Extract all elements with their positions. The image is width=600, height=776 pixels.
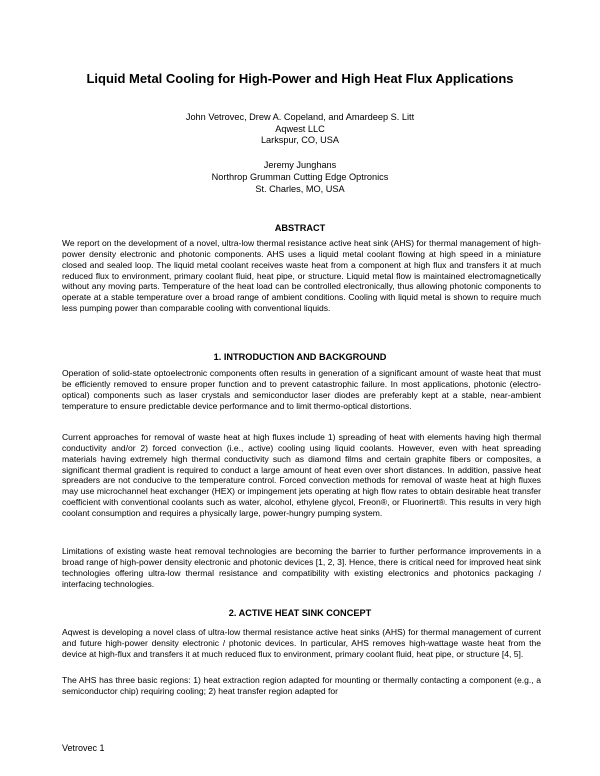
affiliation-1: Aqwest LLC: [275, 124, 325, 134]
page-footer: Vetrovec 1: [62, 743, 105, 753]
section-2-heading: 2. ACTIVE HEAT SINK CONCEPT: [228, 608, 372, 618]
location-2: St. Charles, MO, USA: [255, 184, 345, 194]
section-2-paragraph-2: The AHS has three basic regions: 1) heat extraction region adapted for mounting or thermally contacting a component (e.g., a semiconductor chip) requiring cooling; 2) heat transfer region adapted for: [62, 675, 541, 696]
section-1-paragraph-3: Limitations of existing waste heat removal technologies are becoming the barrier to further performance improvements in a broad range of high-power density electronic and photonic devices [1, 2, 3]. Hence, there is critical need for improved heat sink technologies offering ultra-low thermal resistance and compatibility with existing electronics and photonics packaging / interfacing technologies.: [62, 546, 541, 589]
section-1-paragraph-2: Current approaches for removal of waste heat at high fluxes include 1) spreading of heat with elements having high thermal conductivity and/or 2) forced convection (i.e., active) cooling using liquid coolants. However, even with heat spreading materials having extremely high thermal conductivity such as diamond films and certain graphite fibers or composites, a significant thermal gradient is required to conduct a large amount of heat even over short distances. In addition, passive heat spreaders are not conducive to the temperature control. Forced convection methods for removal of waste heat at high fluxes may use microchannel heat exchanger (HEX) or impingement jets operating at high flow rates to obtain desirable heat transfer coefficient with conventional coolants such as water, alcohol, ethylene glycol, Freon®, or Fluorinert®. This results in very high coolant consumption and requires a physically large, power-hungry pumping system.: [62, 432, 541, 518]
affiliation-2: Northrop Grumman Cutting Edge Optronics: [211, 172, 389, 182]
paper-title: Liquid Metal Cooling for High-Power and High Heat Flux Applications: [86, 71, 514, 86]
location-1: Larkspur, CO, USA: [260, 135, 340, 145]
author-2: Jeremy Junghans: [263, 160, 337, 170]
section-2-paragraph-1: Aqwest is developing a novel class of ultra-low thermal resistance active heat sinks (AHS) for thermal management of current and future high-power density electronic / photonic devices. In particular, AHS removes high-wattage waste heat from the device at high-flux and transfers it at much reduced flux to environment, primary coolant fluid, heat pipe, or structure [4, 5].: [62, 627, 541, 659]
section-1-heading: 1. INTRODUCTION AND BACKGROUND: [213, 352, 387, 362]
abstract-text: We report on the development of a novel, ultra-low thermal resistance active heat sink (AHS) for thermal management of high-power density electronic and photonic components. AHS uses a liquid metal coolant flowing at high speed in a miniature closed and sealed loop. The liquid metal coolant receives waste heat from a component at high flux and transfers it at much reduced flux to environment, primary coolant fluid, heat pipe, or structure. Liquid metal flow is maintained electromagnetically without any moving parts. Temperature of the heat load can be controlled electronically, thus allowing photonic components to operate at a stable temperature over a broad range of ambient conditions. Cooling with liquid metal is shown to require much less pumping power than comparable cooling with conventional liquids.: [62, 238, 541, 314]
abstract-heading: ABSTRACT: [274, 223, 326, 233]
section-1-paragraph-1: Operation of solid-state optoelectronic components often results in generation of a significant amount of waste heat that must be efficiently removed to ensure proper function and to prevent catastrophic failure. In most applications, photonic (electro-optical) components such as laser crystals and semiconductor laser diodes are preferably kept at a stable, near-ambient temperature to ensure predictable device performance and to limit thermo-optical distortions.: [62, 368, 541, 411]
authors-line-1: John Vetrovec, Drew A. Copeland, and Amardeep S. Litt: [185, 112, 415, 122]
